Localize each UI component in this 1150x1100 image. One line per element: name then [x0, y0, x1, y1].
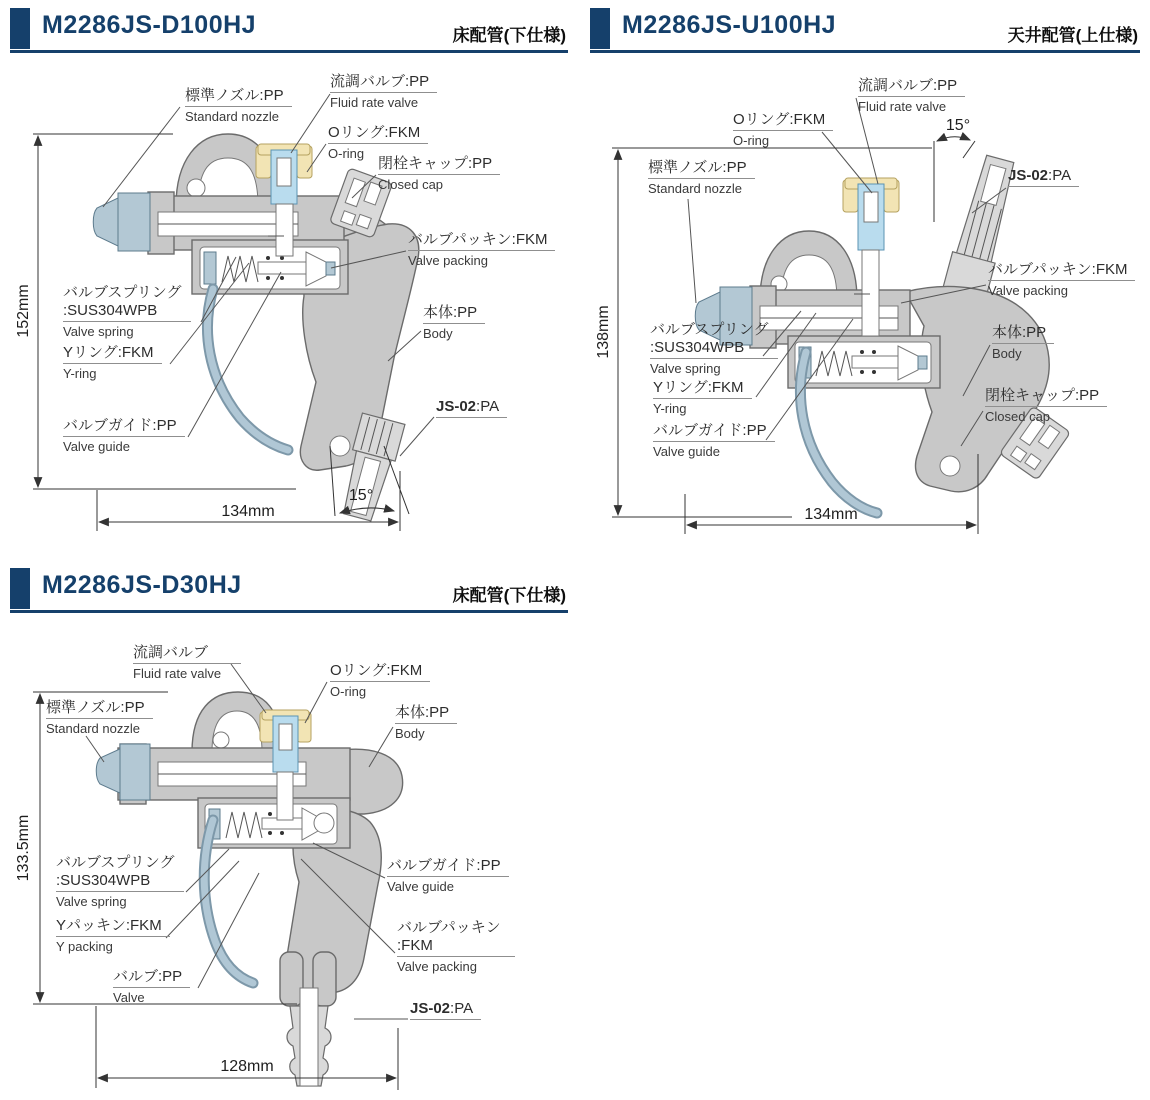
dim-height-3: 133.5mm	[15, 814, 32, 882]
panel-header-d100hj	[10, 8, 568, 53]
dim-width-3: 128mm	[220, 1058, 274, 1075]
header-accent-block	[590, 8, 610, 49]
label-js02: JS-02:PA	[410, 1000, 481, 1020]
label-valve-guide: バルブガイド:PP Valve guide	[63, 417, 185, 454]
label-js02: JS-02:PA	[436, 398, 507, 418]
label-valve-packing: バルブパッキン:FKM Valve packing	[988, 261, 1135, 298]
dim-width-1: 134mm	[221, 503, 275, 520]
label-valve-spring: バルブスプリング :SUS304WPB Valve spring	[63, 284, 191, 339]
model-title: M2286JS-D30HJ	[42, 571, 242, 599]
header-rule	[10, 50, 568, 53]
header-accent-block	[10, 568, 30, 609]
label-valve-spring: バルブスプリング :SUS304WPB Valve spring	[56, 854, 184, 909]
dim-height-2: 138mm	[595, 305, 612, 359]
piping-spec-label: 床配管(下仕様)	[452, 586, 566, 605]
header-rule	[590, 50, 1140, 53]
label-y-ring: Yリング:FKM Y-ring	[63, 344, 162, 381]
label-valve: バルブ:PP Valve	[113, 968, 190, 1005]
model-title: M2286JS-D100HJ	[42, 11, 257, 39]
panel-header-d30hj	[10, 568, 568, 613]
label-standard-nozzle: 標準ノズル:PP Standard nozzle	[648, 159, 755, 196]
label-o-ring: Oリング:FKM O-ring	[328, 124, 428, 161]
label-closed-cap: 閉栓キャップ:PP Closed cap	[985, 387, 1107, 424]
label-valve-packing: バルブパッキン:FKM Valve packing	[408, 231, 555, 268]
label-y-packing: Yパッキン:FKM Y packing	[56, 917, 170, 954]
model-title: M2286JS-U100HJ	[622, 11, 837, 39]
label-o-ring: Oリング:FKM O-ring	[733, 111, 833, 148]
label-valve-spring: バルブスプリング :SUS304WPB Valve spring	[650, 321, 778, 376]
label-js02: JS-02:PA	[1008, 167, 1079, 187]
piping-spec-label: 床配管(下仕様)	[452, 26, 566, 45]
label-body: 本体:PP Body	[395, 704, 457, 741]
label-fluid-rate-valve: 流調バルブ:PP Fluid rate valve	[858, 77, 965, 114]
dim-width-2: 134mm	[804, 506, 858, 523]
panel-header-u100hj	[590, 8, 1140, 53]
label-y-ring: Yリング:FKM Y-ring	[653, 379, 752, 416]
label-valve-packing: バルブパッキン :FKM Valve packing	[397, 919, 515, 974]
label-valve-guide: バルブガイド:PP Valve guide	[387, 857, 509, 894]
label-body: 本体:PP Body	[992, 324, 1054, 361]
label-closed-cap: 閉栓キャップ:PP Closed cap	[378, 155, 500, 192]
label-fluid-rate-valve: 流調バルブ:PP Fluid rate valve	[330, 73, 437, 110]
label-body: 本体:PP Body	[423, 304, 485, 341]
label-standard-nozzle: 標準ノズル:PP Standard nozzle	[185, 87, 292, 124]
label-fluid-rate-valve: 流調バルブ Fluid rate valve	[133, 644, 241, 681]
dim-angle-1: 15°	[348, 487, 374, 504]
piping-spec-label: 天井配管(上仕様)	[1007, 26, 1138, 45]
header-rule	[10, 610, 568, 613]
dim-angle-2: 15°	[945, 117, 971, 134]
label-o-ring: Oリング:FKM O-ring	[330, 662, 430, 699]
label-standard-nozzle: 標準ノズル:PP Standard nozzle	[46, 699, 153, 736]
header-accent-block	[10, 8, 30, 49]
label-valve-guide: バルブガイド:PP Valve guide	[653, 422, 775, 459]
dim-height-1: 152mm	[15, 284, 32, 338]
